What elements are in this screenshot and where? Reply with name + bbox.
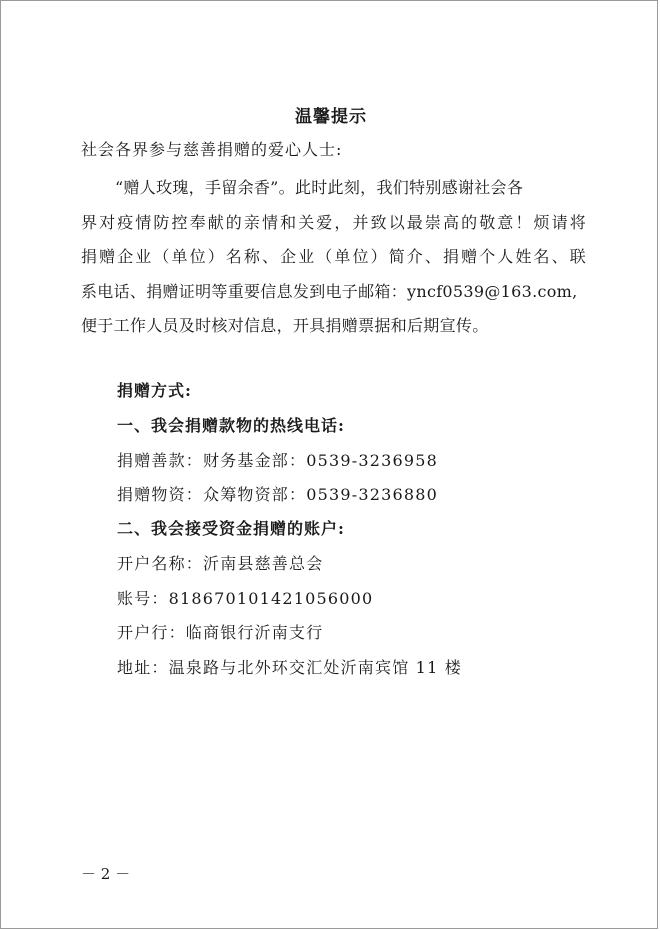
account-name: 开户名称：沂南县慈善总会 <box>117 554 324 573</box>
paragraph-line: 捐赠企业（单位）名称、企业（单位）简介、捐赠个人姓名、联 <box>81 247 586 266</box>
donation-methods-heading: 捐赠方式: <box>117 381 192 400</box>
address-line: 地址：温泉路与北外环交汇处沂南宾馆 11 楼 <box>117 658 462 677</box>
paragraph-line: 便于工作人员及时核对信息，开具捐赠票据和后期宣传。 <box>81 316 489 335</box>
document-title: 温馨提示 <box>295 107 367 127</box>
greeting-line: 社会各界参与慈善捐赠的爱心人士: <box>81 140 343 159</box>
paragraph-line: “赠人玫瑰，手留余香”。此时此刻，我们特别感谢社会各 <box>115 178 524 197</box>
account-heading: 二、我会接受资金捐赠的账户: <box>117 519 345 538</box>
account-bank: 开户行：临商银行沂南支行 <box>117 623 324 642</box>
hotline-materials: 捐赠物资：众筹物资部：0539-3236880 <box>117 485 438 504</box>
account-number: 账号：81867010142105600​0 <box>117 589 374 608</box>
body-paragraph <box>81 171 586 344</box>
paragraph-line: 界对疫情防控奉献的亲情和关爱，并致以最崇高的敬意！烦请将 <box>81 212 586 232</box>
page-number: － 2 － <box>81 865 131 883</box>
hotline-funds: 捐赠善款：财务基金部：0539-3236958 <box>117 451 438 470</box>
paragraph-line: 系电话、捐赠证明等重要信息发到电子邮箱：yncf0539@163.com, <box>81 281 578 301</box>
hotline-heading: 一、我会捐赠款物的热线电话: <box>117 416 345 435</box>
